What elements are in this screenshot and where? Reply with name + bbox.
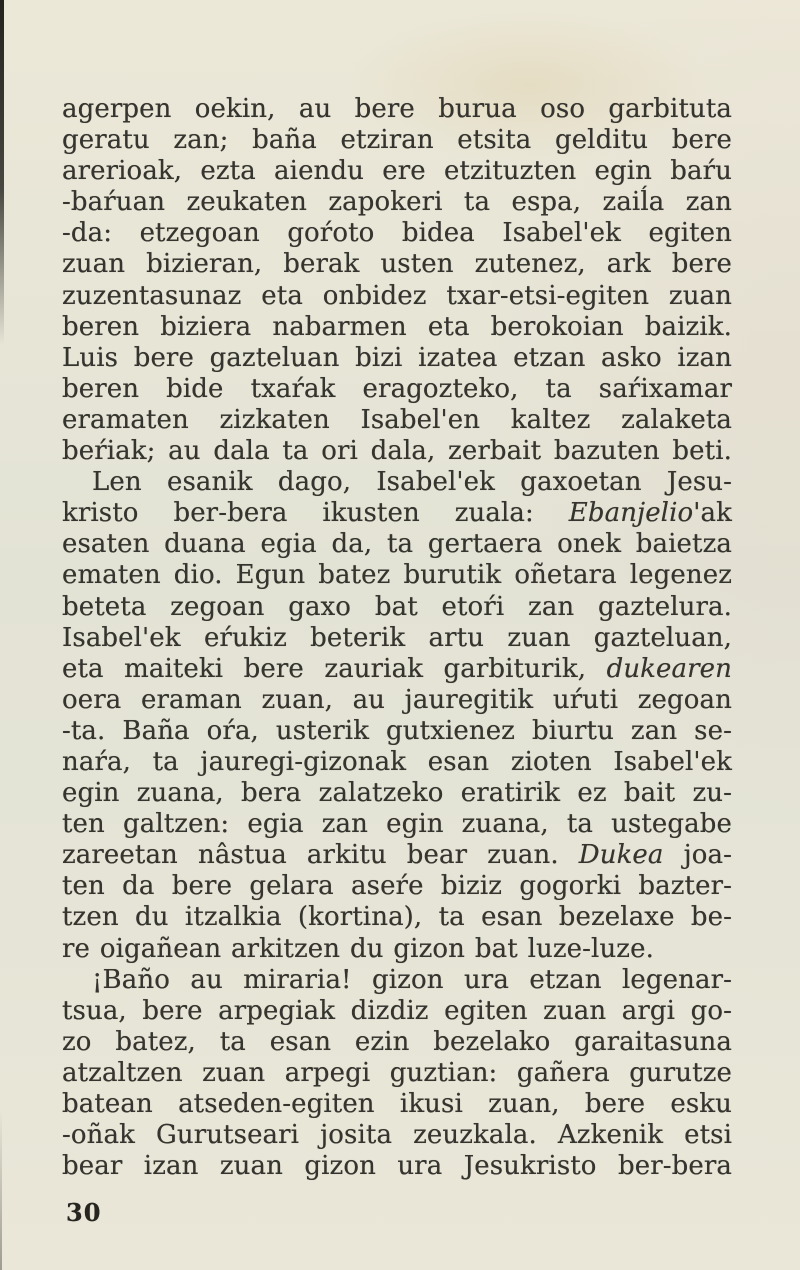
text-run: agerpen oekin, au bere burua oso garbituta [62, 94, 732, 124]
text-line [62, 654, 732, 685]
text-line [62, 1058, 732, 1089]
text-line [62, 467, 732, 498]
text-run: tsua, bere arpegiak dizdiz egiten zuan argi go- [62, 995, 732, 1026]
text-line [62, 343, 732, 374]
text-line [62, 902, 732, 933]
text-run: eramaten zizkaten Isabel'en kaltez zalaketa [62, 404, 732, 435]
italic-text-run: dukearen [606, 653, 732, 684]
text-line [62, 747, 732, 778]
italic-text-run: Ebanjelio [568, 498, 694, 529]
text-run: geratu zan; baña etziran etsita gelditu bere [62, 125, 732, 156]
text-line [62, 218, 732, 249]
text-run: Len esanik dago, Isabel'ek gaxoetan Jesu- [92, 467, 732, 498]
text-run: -baŕuan zeukaten zapokeri ta espa, zaiĺa zan [62, 187, 732, 218]
text-run: ten da bere gelara aseŕe biziz gogorki bazter- [62, 871, 732, 902]
text-run: beren bide txaŕak eragozteko, ta saŕixamar [62, 373, 732, 404]
text-line [62, 529, 732, 560]
italic-text-run: Dukea [578, 840, 664, 871]
text-line [62, 809, 732, 840]
text-run: 'ak [693, 498, 732, 529]
text-line [62, 1151, 732, 1182]
text-line [62, 623, 732, 654]
text-run: zareetan nâstua arkitu bear zuan. [62, 840, 579, 871]
text-line [62, 871, 732, 902]
paragraph [62, 94, 732, 467]
text-line [62, 716, 732, 747]
text-line [62, 965, 732, 996]
scan-edge-shadow-bottom [0, 1110, 2, 1270]
text-line [62, 94, 732, 125]
text-line [62, 592, 732, 623]
text-line [62, 840, 732, 871]
text-run: esaten duana egia da, ta gertaera onek baietza [62, 529, 732, 560]
text-line [62, 560, 732, 591]
text-run: zo batez, ta esan ezin bezelako garaitasuna [62, 1026, 732, 1057]
text-run: atzaltzen zuan arpegi guztian: gañera gurutze [62, 1057, 732, 1088]
text-run: oera eraman zuan, au jauregitik uŕuti zegoan [62, 684, 732, 715]
text-run: zuzentasunaz eta onbidez txar-etsi-egiten zuan [62, 280, 732, 311]
text-line [62, 312, 732, 343]
text-line [62, 996, 732, 1027]
text-run: ten galtzen: egia zan egin zuana, ta ustegabe [62, 809, 732, 840]
text-run: zuan bizieran, berak usten zutenez, ark bere [62, 249, 732, 280]
text-run: -da: etzegoan goŕoto bidea Isabel'ek egiten [62, 218, 732, 249]
text-run: Luis bere gazteluan bizi izatea etzan asko izan [62, 342, 732, 373]
text-run: -ta. Baña oŕa, usterik gutxienez biurtu zan se- [62, 715, 732, 746]
text-run: -oñak Gurutseari josita zeuzkala. Azkenik etsi [62, 1120, 732, 1151]
text-line [62, 934, 732, 965]
text-line [62, 281, 732, 312]
text-run: Isabel'ek eŕukiz beterik artu zuan gazteluan, [62, 622, 732, 653]
text-run: eta maiteki bere zauriak garbiturik, [62, 653, 607, 684]
text-run: bear izan zuan gizon ura Jesukristo ber-bera [62, 1151, 732, 1182]
text-line [62, 156, 732, 187]
page-number: 30 [66, 1198, 102, 1227]
text-line [62, 778, 732, 809]
text-line [62, 125, 732, 156]
paragraph [62, 965, 732, 1183]
text-line [62, 405, 732, 436]
text-run: tzen du itzalkia (kortina), ta esan bezelaxe be- [62, 902, 732, 933]
text-run: re oigañean arkitzen du gizon bat luze-luze. [62, 933, 654, 964]
text-run: beteta zegoan gaxo bat etoŕi zan gaztelura. [62, 591, 732, 622]
paragraph [62, 467, 732, 965]
text-run: ¡Baño au miraria! gizon ura etzan legenar- [92, 964, 732, 995]
text-line [62, 1089, 732, 1120]
text-line [62, 498, 732, 529]
text-line [62, 436, 732, 467]
text-line [62, 685, 732, 716]
text-line [62, 1120, 732, 1151]
text-run: egin zuana, bera zalatzeko eratirik ez bait zu- [62, 778, 732, 809]
text-run: arerioak, ezta aiendu ere etzituzten egin baŕu [62, 156, 732, 187]
text-line [62, 187, 732, 218]
text-run: beŕiak; au dala ta ori dala, zerbait bazuten beti. [62, 436, 732, 467]
scan-edge-shadow [0, 0, 4, 345]
text-run: ematen dio. Egun batez burutik oñetara legenez [62, 560, 732, 591]
text-run: joa- [663, 840, 732, 871]
text-line [62, 374, 732, 405]
text-line [62, 249, 732, 280]
text-run: kristo ber-bera ikusten zuala: [62, 498, 569, 529]
text-run: naŕa, ta jauregi-gizonak esan zioten Isabel'ek [62, 746, 732, 777]
text-run: batean atseden-egiten ikusi zuan, bere esku [62, 1089, 732, 1119]
text-run: beren biziera nabarmen eta berokoian baizik. [62, 311, 732, 342]
page-text [62, 94, 732, 1182]
text-line [62, 1027, 732, 1058]
